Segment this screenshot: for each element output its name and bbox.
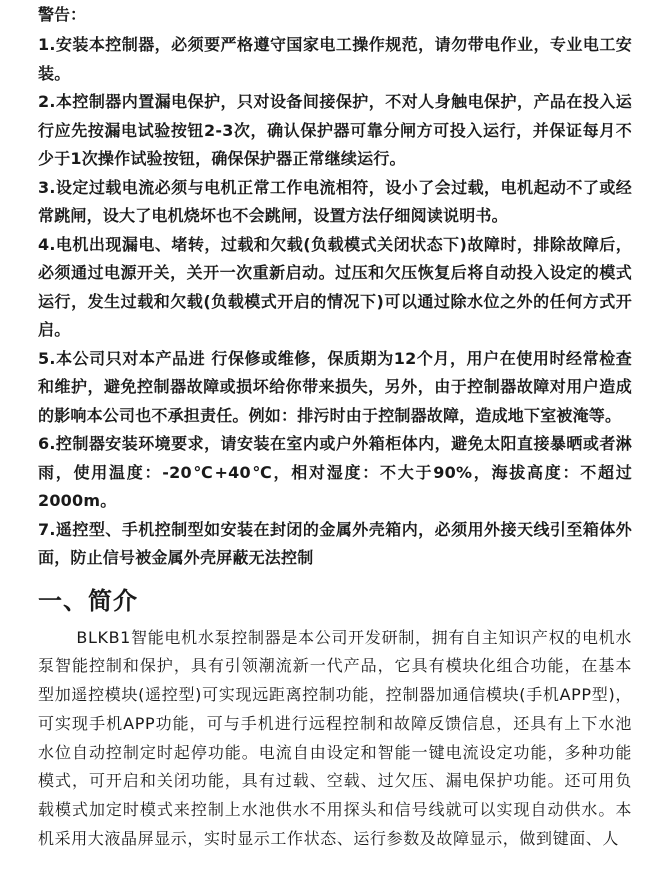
warning-item-6: 6.控制器安装环境要求，请安装在室内或户外箱柜体内，避免太阳直接暴晒或者淋雨，使用温度：-20℃+40℃，相对湿度：不大于90%，海拔高度：不超过2000m。 [38, 434, 632, 510]
warning-item-3: 3.设定过载电流必须与电机正常工作电流相符，设小了会过载，电机起动不了或经常跳闸，设大了电机烧坏也不会跳闸，设置方法仔细阅读说明书。 [38, 177, 632, 225]
warning-item-1: 1.安装本控制器，必须要严格遵守国家电工操作规范，请勿带电作业，专业电工安装。 [38, 35, 632, 83]
warning-item-4: 4.电机出现漏电、堵转，过载和欠载(负载模式关闭状态下)故障时，排除故障后，必须通过电源开关，关开一次重新启动。过压和欠压恢复后将自动投入设定的模式运行，发生过载和欠载(负载模式开启的情况下)可以通过除水位之外的任何方式开启。 [38, 234, 632, 339]
warning-title: 警告： [38, 5, 87, 24]
section-heading: 一、简介 [38, 586, 138, 615]
intro-paragraph: BLKB1智能电机水泵控制器是本公司开发研制，拥有自主知识产权的电机水泵智能控制和保护，具有引领潮流新一代产品，它具有模块化组合功能，在基本型加遥控模块(遥控型)可实现远距离控制功能，控制器加通信模块(手机APP型)，可实现手机APP功能，可与手机进行远程控制和故障反馈信息，还具有上下水池水位自动控制定时起停功能。电流自由设定和智能一键电流设定功能，多种功能模式，可开启和关闭功能，具有过载、空载、过欠压、漏电保护功能。还可用负载模式加定时模式来控制上水池供水不用探头和信号线就可以实现自动供水。本机采用大液晶屏显示，实时显示工作状态、运行参数及故障显示，做到键面、人 [38, 627, 632, 849]
warning-item-2: 2.本控制器内置漏电保护，只对设备间接保护，不对人身触电保护，产品在投入运行应先按漏电试验按钮2-3次，确认保护器可靠分闸方可投入运行，并保证每月不少于1次操作试验按钮，确保保护器正常继续运行。 [38, 92, 632, 168]
warning-list [38, 31, 632, 573]
warning-item-7: 7.遥控型、手机控制型如安装在封闭的金属外壳箱内，必须用外接天线引至箱体外面，防止信号被金属外壳屏蔽无法控制 [38, 519, 632, 567]
warning-item-5: 5.本公司只对本产品进 行保修或维修，保质期为12个月，用户在使用时经常检查和维护，避免控制器故障或损坏给你带来损失，另外，由于控制器故障对用户造成的影响本公司也不承担责任。例如：排污时由于控制器故障，造成地下室被淹等。 [38, 348, 632, 425]
